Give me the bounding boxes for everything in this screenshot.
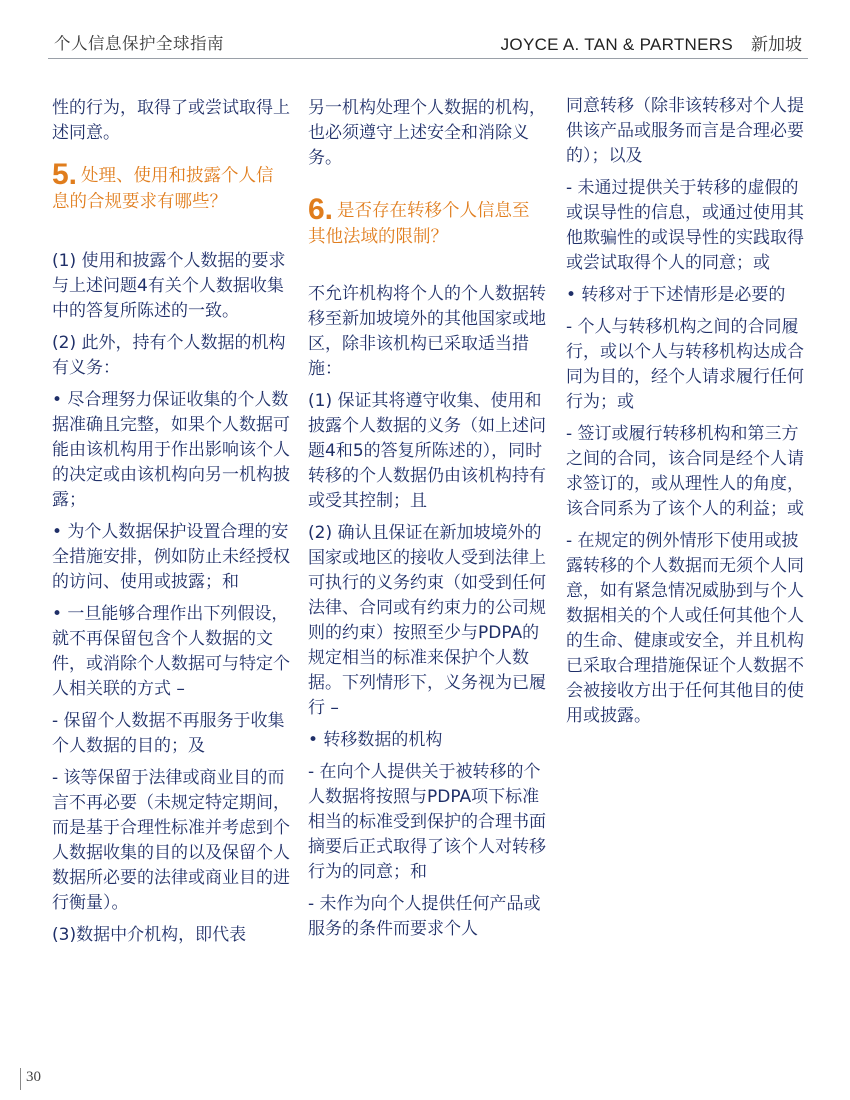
firm-name: JOYCE A. TAN & PARTNERS (500, 35, 733, 54)
dash-item: - 在向个人提供关于被转移的个人数据将按照与PDPA项下标准相当的标准受到保护的合理书面摘要后正式取得了该个人对转移行为的同意；和 (308, 762, 546, 882)
bullet-item: • 尽合理努力保证收集的个人数据准确且完整，如果个人数据可能由该机构用于作出影响该个人的决定或由该机构向另一机构披露； (52, 390, 290, 510)
section-title: 是否存在转移个人信息至其他法域的限制？ (308, 201, 530, 247)
bullet-item: • 转移对于下述情形是必要的 (566, 285, 786, 305)
paragraph: (1) 保证其将遵守收集、使用和披露个人数据的义务（如上述问题4和5的答复所陈述的），同时转移的个人数据仍由该机构持有或受其控制；且 (308, 391, 546, 511)
section-number: 6. (308, 193, 334, 226)
paragraph: 同意转移（除非该转移对个人提供该产品或服务而言是合理必要的）；以及 (566, 96, 804, 166)
column-1 (52, 96, 290, 955)
paragraph: 另一机构处理个人数据的机构，也必须遵守上述安全和消除义务。 (308, 98, 546, 168)
paragraph: 不允许机构将个人的个人数据转移至新加坡境外的其他国家或地区，除非该机构已采取适当措施： (308, 284, 546, 379)
dash-item: - 签订或履行转移机构和第三方之间的合同，该合同是经个人请求签订的，或从理性人的角度，该合同系为了该个人的利益；或 (566, 424, 804, 519)
dash-item: - 个人与转移机构之间的合同履行，或以个人与转移机构达成合同为目的，经个人请求履行任何行为；或 (566, 317, 804, 412)
column-3 (566, 94, 804, 736)
paragraph: (2) 此外，持有个人数据的机构有义务： (52, 333, 286, 378)
country-name: 新加坡 (751, 35, 802, 55)
dash-item: - 该等保留于法律或商业目的而言不再必要（未规定特定期间，而是基于合理性标准并考虑到个人数据收集的目的以及保留个人数据所必要的法律或商业目的进行衡量）。 (52, 768, 290, 913)
header-divider (48, 58, 808, 59)
bullet-item: • 转移数据的机构 (308, 730, 443, 750)
footer-divider (20, 1068, 21, 1090)
paragraph: 性的行为，取得了或尝试取得上述同意。 (52, 98, 290, 143)
page-number: 30 (26, 1069, 41, 1085)
paragraph: (1) 使用和披露个人数据的要求与上述问题4有关个人数据收集中的答复所陈述的一致。 (52, 251, 286, 321)
page-header (0, 0, 850, 60)
guide-title: 个人信息保护全球指南 (54, 34, 224, 53)
bullet-item: • 一旦能够合理作出下列假设，就不再保留包含个人数据的文件，或消除个人数据可与特定个人相关联的方式 – (52, 604, 290, 699)
paragraph: (2) 确认且保证在新加坡境外的国家或地区的接收人受到法律上可执行的义务约束（如受到任何法律、合同或有约束力的公司规则的约束）按照至少与PDPA的规定相当的标准来保护个人数据。下列情形下，义务视为已履行 – (308, 523, 546, 718)
dash-item: - 未通过提供关于转移的虚假的或误导性的信息，或通过使用其他欺骗性的或误导性的实践取得或尝试取得个人的同意；或 (566, 178, 804, 273)
section-number: 5. (52, 158, 78, 191)
dash-item: - 在规定的例外情形下使用或披露转移的个人数据而无须个人同意，如有紧急情况威胁到与个人数据相关的个人或任何其他个人的生命、健康或安全，并且机构已采取合理措施保证个人数据不会被接收方出于任何其他目的使用或披露。 (566, 531, 804, 726)
bullet-item: • 为个人数据保护设置合理的安全措施安排，例如防止未经授权的访问、使用或披露；和 (52, 522, 290, 592)
column-2 (308, 96, 546, 949)
section-title: 处理、使用和披露个人信息的合规要求有哪些？ (52, 166, 274, 212)
paragraph: (3)数据中介机构，即代表 (52, 925, 247, 945)
dash-item: - 保留个人数据不再服务于收集个人数据的目的；及 (52, 711, 285, 756)
section-5-heading (52, 158, 290, 215)
dash-item: - 未作为向个人提供任何产品或服务的条件而要求个人 (308, 894, 541, 939)
section-6-heading (308, 193, 546, 250)
header-firm-country (501, 30, 802, 55)
